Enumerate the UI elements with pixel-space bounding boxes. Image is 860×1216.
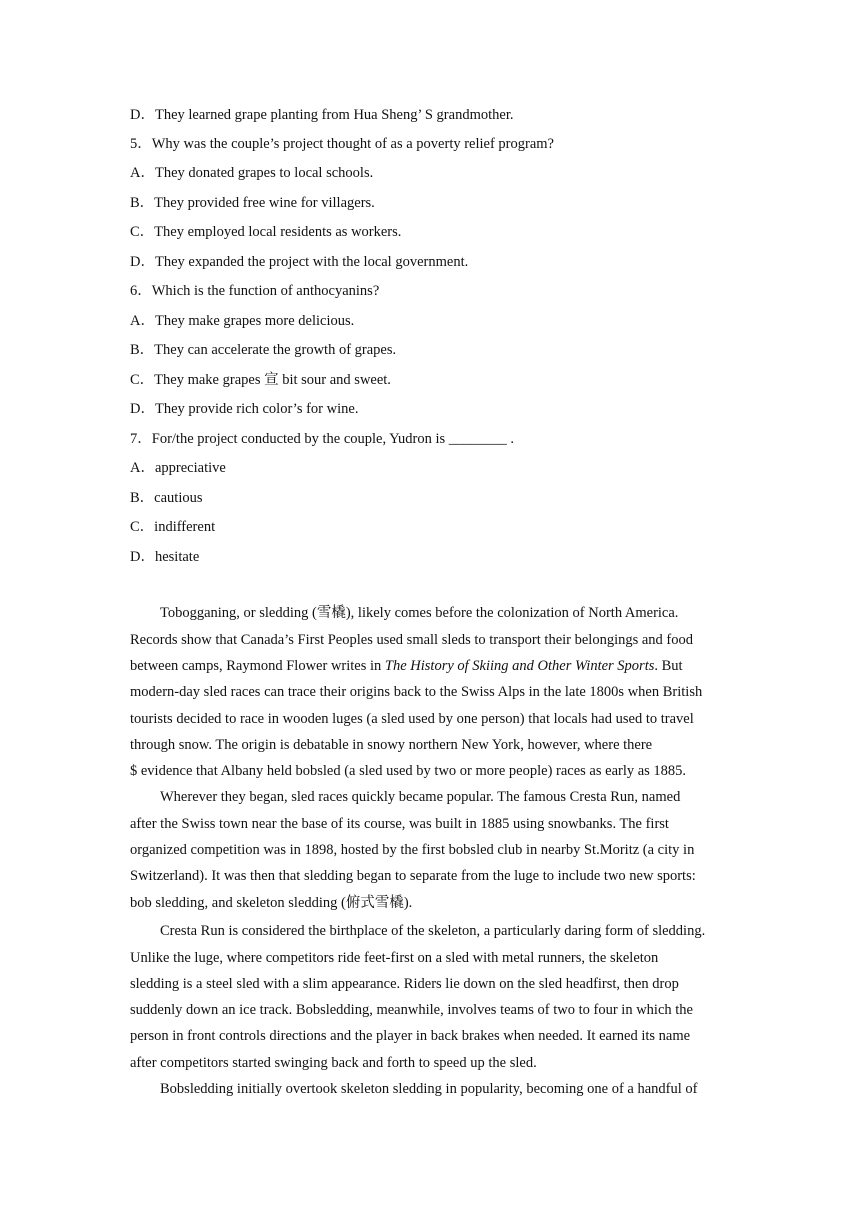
passage-p2-line1: Wherever they began, sled races quickly became popular. The famous Cresta Run, named	[160, 789, 681, 805]
q7-option-d: D．hesitate	[130, 549, 200, 565]
passage-p1-line4: modern-day sled races can trace their origins back to the Swiss Alps in the late 1800s when British	[130, 684, 703, 700]
passage-p2-line4: Switzerland). It was then that sledding began to separate from the luge to include two new sports:	[130, 868, 696, 884]
passage-p1-line6: through snow. The origin is debatable in snowy northern New York, however, where there	[130, 737, 653, 753]
q6-option-c: C．They make grapes 宣 bit sour and sweet.	[130, 372, 391, 388]
passage-p1-line3	[130, 657, 740, 675]
q7-stem: 7．For/the project conducted by the couple, Yudron is ________ .	[130, 431, 515, 447]
passage-p3-line6: after competitors started swinging back and forth to speed up the sled.	[130, 1055, 537, 1071]
q7-option-c: C．indifferent	[130, 519, 216, 535]
q5-option-b: B．They provided free wine for villagers.	[130, 195, 375, 211]
q7-option-b: B．cautious	[130, 490, 203, 506]
q5-option-a: A．They donated grapes to local schools.	[130, 165, 374, 181]
q5-option-c: C．They employed local residents as workers.	[130, 224, 402, 240]
q7-option-a: A．appreciative	[130, 460, 226, 476]
passage-p1-line3-text-b: . But	[654, 658, 683, 674]
q6-option-d: D．They provide rich color’s for wine.	[130, 401, 359, 417]
passage-p3-line3: sledding is a steel sled with a slim appearance. Riders lie down on the sled headfirst, then drop	[130, 976, 679, 992]
passage-p3-line2: Unlike the luge, where competitors ride feet-first on a sled with metal runners, the skeleton	[130, 950, 659, 966]
q6-option-a: A．They make grapes more delicious.	[130, 313, 355, 329]
passage-p3-line1: Cresta Run is considered the birthplace of the skeleton, a particularly daring form of sledding.	[160, 923, 706, 939]
passage-p1-line3-text-a: between camps, Raymond Flower writes in	[130, 658, 385, 674]
passage-p3-line4: suddenly down an ice track. Bobsledding, meanwhile, involves teams of two to four in which the	[130, 1002, 693, 1018]
passage-p1-line1: Tobogganing, or sledding (雪橇), likely comes before the colonization of North America.	[160, 605, 679, 621]
q6-option-b: B．They can accelerate the growth of grapes.	[130, 342, 397, 358]
q6-stem: 6．Which is the function of anthocyanins?	[130, 283, 380, 299]
passage-p2-line5: bob sledding, and skeleton sledding (俯式雪橇).	[130, 895, 413, 911]
passage-p2-line3: organized competition was in 1898, hosted by the first bobsled club in nearby St.Moritz (a city in	[130, 842, 695, 858]
q5-stem: 5．Why was the couple’s project thought of as a poverty relief program?	[130, 136, 554, 152]
passage-p1-line7: $ evidence that Albany held bobsled (a sled used by two or more people) races as early as 1885.	[130, 763, 687, 779]
passage-p1-line2: Records show that Canada’s First Peoples used small sleds to transport their belongings and food	[130, 632, 694, 648]
passage-p2-line2: after the Swiss town near the base of its course, was built in 1885 using snowbanks. The first	[130, 816, 669, 832]
passage-p3-line5: person in front controls directions and the player in back brakes when needed. It earned its name	[130, 1028, 691, 1044]
book-title: The History of Skiing and Other Winter Sports	[384, 658, 655, 674]
passage-p1-line5: tourists decided to race in wooden luges (a sled used by one person) that locals had used to travel	[130, 711, 694, 727]
q4-option-d: D．They learned grape planting from Hua Sheng’ S grandmother.	[130, 107, 514, 123]
passage-p4-line1: Bobsledding initially overtook skeleton sledding in popularity, becoming one of a handful of	[160, 1081, 698, 1097]
q5-option-d: D．They expanded the project with the local government.	[130, 254, 469, 270]
